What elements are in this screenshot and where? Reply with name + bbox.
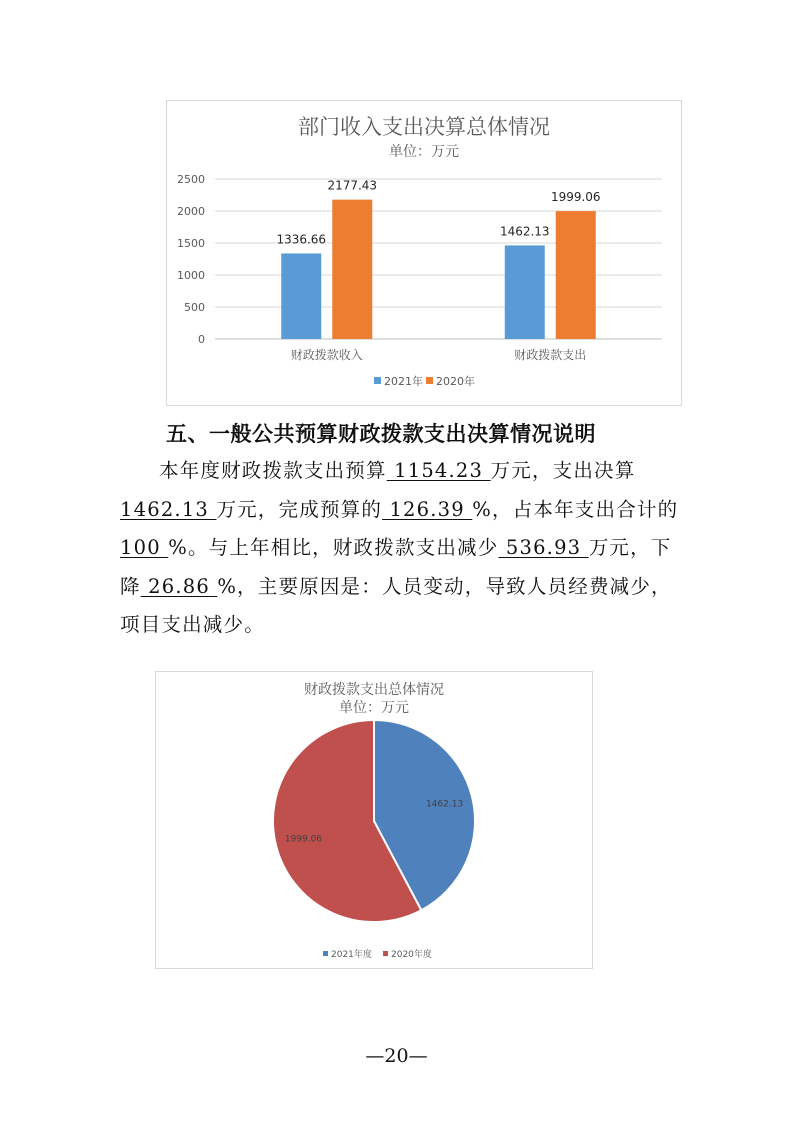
- legend-entry: 2020年: [436, 375, 475, 388]
- bar-data-label: 1336.66: [276, 232, 327, 247]
- text-span: %。与上年相比，财政拨款支出减少: [168, 536, 499, 559]
- legend-entry: 2021年: [384, 375, 423, 388]
- bar: [332, 200, 372, 339]
- pie-chart-title: 财政拨款支出总体情况: [304, 682, 444, 698]
- pie-chart-subtitle: 单位：万元: [339, 700, 409, 716]
- y-tick-label: 1500: [177, 237, 205, 250]
- para-line-4: [120, 568, 680, 607]
- pie-data-label: 1999.06: [284, 834, 323, 845]
- bar-chart: [167, 101, 681, 405]
- y-tick-label: 1000: [177, 269, 205, 282]
- legend-swatch: [426, 377, 433, 384]
- bar-data-label: 2177.43: [327, 178, 378, 193]
- bar-chart-panel: [166, 100, 682, 406]
- para-line-5: 项目支出减少。: [120, 613, 265, 636]
- completion-rate: 126.39: [382, 497, 473, 521]
- para-line-2: [120, 491, 680, 530]
- bar-data-label: 1999.06: [550, 190, 601, 205]
- bar-chart-title: 部门收入支出决算总体情况: [298, 115, 550, 139]
- text-span: %，占本年支出合计的: [472, 497, 679, 521]
- decrease-value: 536.93: [498, 536, 589, 559]
- text-span: 万元，支出决算: [490, 459, 636, 482]
- y-tick-label: 500: [184, 301, 205, 314]
- y-tick-label: 0: [198, 333, 205, 346]
- bar-data-label: 1462.13: [499, 224, 550, 239]
- x-tick-label: 财政拨款收入: [290, 348, 363, 362]
- para-line-3: [120, 529, 680, 568]
- pie-chart-panel: [155, 671, 593, 969]
- legend-swatch: [323, 951, 328, 956]
- y-tick-label: 2000: [177, 205, 205, 218]
- pie-chart: [156, 672, 592, 968]
- pie-data-label: 1462.13: [425, 799, 464, 810]
- legend-swatch: [374, 377, 381, 384]
- legend-entry: 2020年度: [391, 950, 432, 960]
- bar-chart-subtitle: 单位：万元: [389, 144, 459, 160]
- legend-swatch: [383, 951, 388, 956]
- page-number: —20—: [365, 1045, 428, 1067]
- text-span: 降: [120, 574, 141, 598]
- section-heading: 五、一般公共预算财政拨款支出决算情况说明: [166, 422, 596, 446]
- bar: [556, 211, 596, 339]
- decrease-rate: 26.86: [140, 574, 218, 598]
- text-span: 万元，下: [588, 536, 672, 559]
- share-value: 100: [120, 536, 169, 559]
- legend-entry: 2021年度: [331, 950, 372, 960]
- text-span: 本年度财政拨款支出预算: [159, 459, 387, 482]
- budget-value: 1154.23: [386, 459, 491, 482]
- para-line-1: [120, 452, 680, 491]
- final-value: 1462.13: [120, 497, 217, 521]
- text-span: 万元，完成预算的: [216, 497, 383, 521]
- bar: [505, 245, 545, 339]
- bar: [281, 253, 321, 339]
- x-tick-label: 财政拨款支出: [514, 348, 587, 362]
- y-tick-label: 2500: [177, 173, 205, 186]
- body-paragraph: [120, 452, 680, 645]
- text-span: %，主要原因是：人员变动，导致人员经费减少，: [217, 574, 672, 598]
